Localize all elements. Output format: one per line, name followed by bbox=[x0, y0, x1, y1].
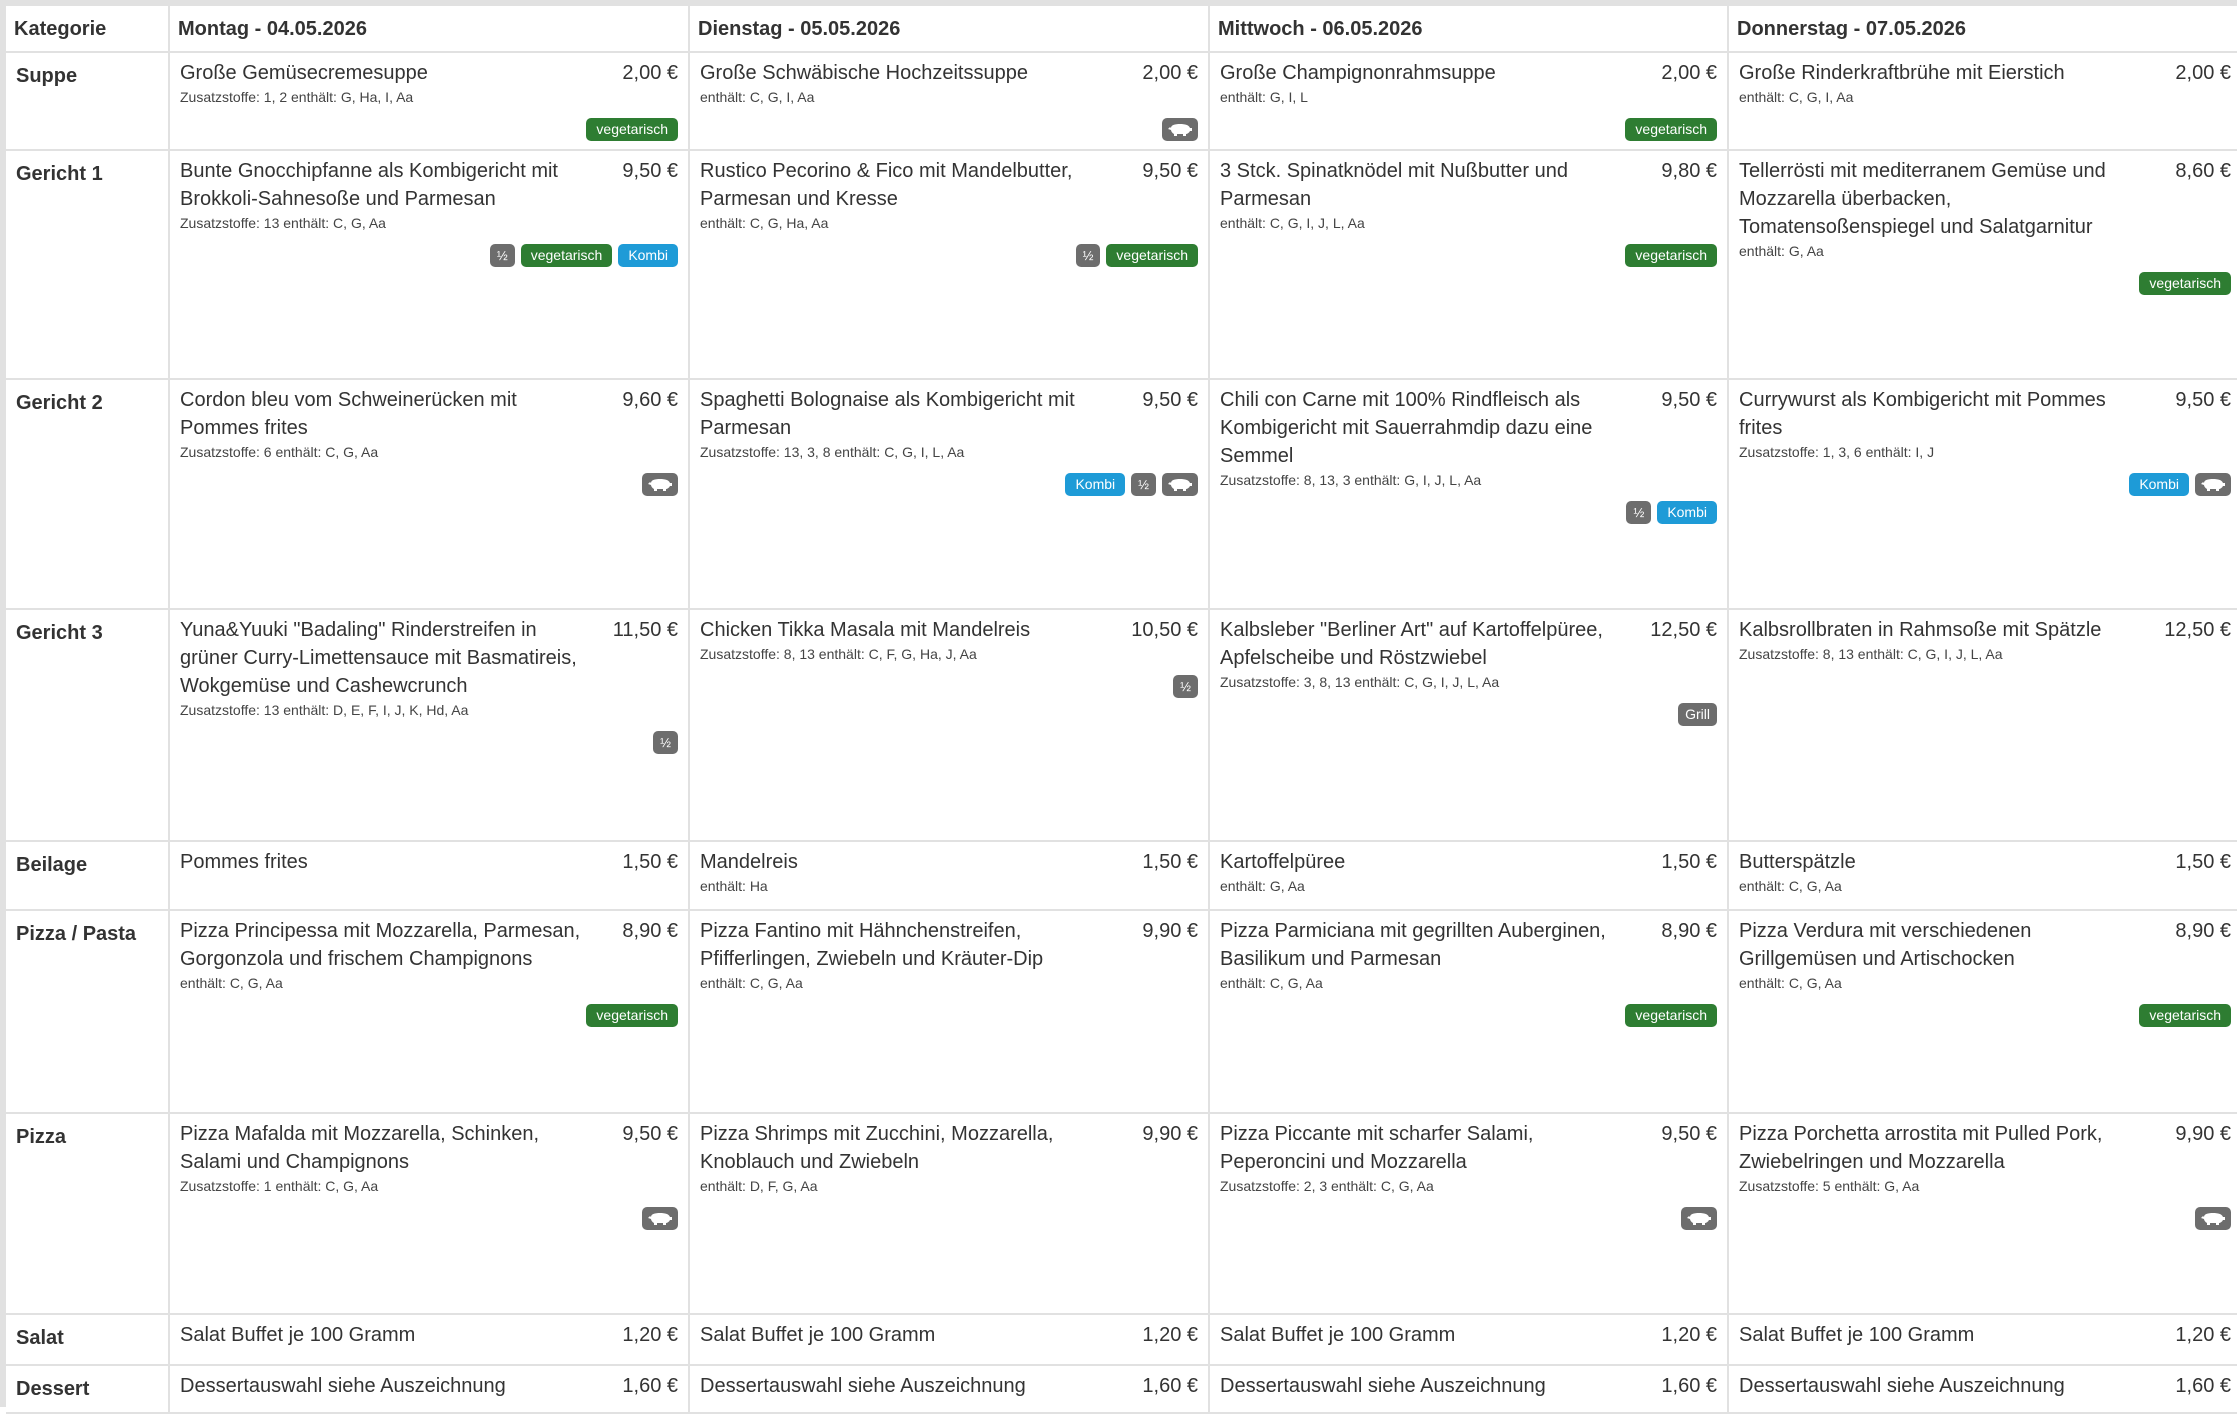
dish-price: 2,00 € bbox=[1661, 62, 1717, 84]
dish-name: Currywurst als Kombigericht mit Pommes frites bbox=[1739, 389, 2106, 439]
pork-icon bbox=[1681, 1207, 1717, 1230]
dish-allergens: enthält: C, G, I, Aa bbox=[700, 89, 815, 105]
dish-name: Yuna&Yuuki "Badaling" Rinderstreifen in grüner Curry-Limettensauce mit Basmatireis, Wokgemüse und Cashewcrunch bbox=[180, 619, 577, 697]
dish-price: 8,90 € bbox=[2175, 920, 2231, 942]
dish-cell-wednesday bbox=[1210, 151, 1729, 380]
dish-allergens: Zusatzstoffe: 5 enthält: G, Aa bbox=[1739, 1178, 1920, 1194]
dish-cell-tuesday bbox=[690, 842, 1210, 911]
dish-badges bbox=[180, 1207, 678, 1230]
dish-price: 9,50 € bbox=[622, 160, 678, 182]
dish-allergens: Zusatzstoffe: 8, 13 enthält: C, F, G, Ha, J, Aa bbox=[700, 646, 977, 662]
dish-price: 9,50 € bbox=[1142, 389, 1198, 411]
category-label: Dessert bbox=[6, 1366, 170, 1414]
day-header-monday: Montag - 04.05.2026 bbox=[170, 6, 690, 53]
dish-allergens: Zusatzstoffe: 13 enthält: D, E, F, I, J, K, Hd, Aa bbox=[180, 702, 469, 718]
dish-cell-tuesday bbox=[690, 911, 1210, 1114]
dish-cell-monday bbox=[170, 911, 690, 1114]
vegetarian-badge: vegetarisch bbox=[1106, 244, 1198, 267]
vegetarian-badge: vegetarisch bbox=[1625, 118, 1717, 141]
category-label: Gericht 2 bbox=[6, 380, 170, 610]
category-label: Salat bbox=[6, 1315, 170, 1366]
dish-badges bbox=[180, 473, 678, 496]
dish-name: Bunte Gnocchipfanne als Kombigericht mit Brokkoli-Sahnesoße und Parmesan bbox=[180, 160, 558, 210]
vegetarian-badge: vegetarisch bbox=[1625, 244, 1717, 267]
half-portion-badge: ½ bbox=[490, 244, 515, 267]
dish-name: Dessertauswahl siehe Auszeichnung bbox=[180, 1375, 506, 1397]
dish-cell-monday bbox=[170, 1114, 690, 1315]
dish-price: 1,60 € bbox=[2175, 1375, 2231, 1397]
dish-price: 12,50 € bbox=[2164, 619, 2231, 641]
dish-name: Pizza Mafalda mit Mozzarella, Schinken, Salami und Champignons bbox=[180, 1123, 540, 1173]
dish-name: Dessertauswahl siehe Auszeichnung bbox=[700, 1375, 1026, 1397]
dish-badges bbox=[180, 731, 678, 754]
dish-price: 10,50 € bbox=[1131, 619, 1198, 641]
dish-allergens: Zusatzstoffe: 1 enthält: C, G, Aa bbox=[180, 1178, 379, 1194]
vegetarian-badge: vegetarisch bbox=[586, 1004, 678, 1027]
dish-name: Große Schwäbische Hochzeitssuppe bbox=[700, 62, 1028, 84]
grill-badge: Grill bbox=[1678, 703, 1717, 726]
pork-icon bbox=[1162, 118, 1198, 141]
dish-price: 1,50 € bbox=[2175, 851, 2231, 873]
dish-badges bbox=[1220, 1207, 1717, 1230]
dish-allergens: enthält: C, G, Aa bbox=[1739, 975, 1842, 991]
dish-name: Große Rinderkraftbrühe mit Eierstich bbox=[1739, 62, 2065, 84]
dish-cell-thursday bbox=[1729, 842, 2237, 911]
dish-name: Pizza Verdura mit verschiedenen Grillgemüsen und Artischocken bbox=[1739, 920, 2032, 970]
dish-allergens: enthält: C, G, Aa bbox=[700, 975, 803, 991]
dish-allergens: enthält: C, G, Aa bbox=[180, 975, 283, 991]
dish-cell-thursday bbox=[1729, 53, 2237, 151]
dish-cell-tuesday bbox=[690, 380, 1210, 610]
dish-cell-wednesday bbox=[1210, 842, 1729, 911]
dish-price: 9,90 € bbox=[2175, 1123, 2231, 1145]
half-portion-badge: ½ bbox=[1131, 473, 1156, 496]
category-label: Beilage bbox=[6, 842, 170, 911]
dish-allergens: enthält: C, G, I, J, L, Aa bbox=[1220, 215, 1365, 231]
day-header-wednesday: Mittwoch - 06.05.2026 bbox=[1210, 6, 1729, 53]
dish-allergens: enthält: C, G, Ha, Aa bbox=[700, 215, 829, 231]
dish-allergens: enthält: G, I, L bbox=[1220, 89, 1308, 105]
pork-icon bbox=[1162, 473, 1198, 496]
dish-name: Pizza Parmiciana mit gegrillten Auberginen, Basilikum und Parmesan bbox=[1220, 920, 1606, 970]
dish-price: 1,20 € bbox=[622, 1324, 678, 1346]
dish-allergens: Zusatzstoffe: 6 enthält: C, G, Aa bbox=[180, 444, 379, 460]
category-label: Pizza bbox=[6, 1114, 170, 1315]
dish-badges bbox=[1220, 1004, 1717, 1027]
dish-cell-wednesday bbox=[1210, 1315, 1729, 1366]
category-label: Gericht 1 bbox=[6, 151, 170, 380]
dish-cell-monday bbox=[170, 610, 690, 842]
dish-cell-monday bbox=[170, 151, 690, 380]
dish-cell-thursday bbox=[1729, 911, 2237, 1114]
day-header-tuesday: Dienstag - 05.05.2026 bbox=[690, 6, 1210, 53]
dish-allergens: Zusatzstoffe: 13, 3, 8 enthält: C, G, I, L, Aa bbox=[700, 444, 965, 460]
dish-badges bbox=[180, 118, 678, 141]
dish-name: Pizza Porchetta arrostita mit Pulled Pork, Zwiebelringen und Mozzarella bbox=[1739, 1123, 2103, 1173]
dish-badges bbox=[1220, 244, 1717, 267]
dish-price: 1,20 € bbox=[1661, 1324, 1717, 1346]
dish-cell-wednesday bbox=[1210, 1114, 1729, 1315]
dish-name: Pizza Piccante mit scharfer Salami, Peperoncini und Mozzarella bbox=[1220, 1123, 1534, 1173]
dish-allergens: enthält: G, Aa bbox=[1739, 243, 1824, 259]
vegetarian-badge: vegetarisch bbox=[2139, 272, 2231, 295]
dish-price: 12,50 € bbox=[1650, 619, 1717, 641]
dish-name: Dessertauswahl siehe Auszeichnung bbox=[1220, 1375, 1546, 1397]
dish-name: Chicken Tikka Masala mit Mandelreis bbox=[700, 619, 1031, 641]
dish-price: 9,90 € bbox=[1142, 920, 1198, 942]
dish-name: Tellerrösti mit mediterranem Gemüse und Mozzarella überbacken, Tomatensoßenspiegel und Salatgarnitur bbox=[1739, 160, 2106, 238]
dish-cell-thursday bbox=[1729, 1315, 2237, 1366]
dish-name: Große Champignonrahmsuppe bbox=[1220, 62, 1496, 84]
category-label: Suppe bbox=[6, 53, 170, 151]
dish-allergens: enthält: C, G, Aa bbox=[1739, 878, 1842, 894]
dish-price: 2,00 € bbox=[622, 62, 678, 84]
dish-cell-thursday bbox=[1729, 1114, 2237, 1315]
dish-badges bbox=[700, 473, 1198, 496]
dish-badges bbox=[180, 1004, 678, 1027]
dish-name: Pizza Shrimps mit Zucchini, Mozzarella, Knoblauch und Zwiebeln bbox=[700, 1123, 1054, 1173]
dish-name: Butterspätzle bbox=[1739, 851, 1856, 873]
dish-allergens: enthält: G, Aa bbox=[1220, 878, 1305, 894]
dish-cell-wednesday bbox=[1210, 380, 1729, 610]
dish-allergens: Zusatzstoffe: 3, 8, 13 enthält: C, G, I, J, L, Aa bbox=[1220, 674, 1500, 690]
dish-name: Kalbsleber "Berliner Art" auf Kartoffelpüree, Apfelscheibe und Röstzwiebel bbox=[1220, 619, 1603, 669]
dish-name: Salat Buffet je 100 Gramm bbox=[700, 1324, 936, 1346]
dish-name: 3 Stck. Spinatknödel mit Nußbutter und Parmesan bbox=[1220, 160, 1568, 210]
vegetarian-badge: vegetarisch bbox=[586, 118, 678, 141]
dish-cell-tuesday bbox=[690, 151, 1210, 380]
dish-name: Pommes frites bbox=[180, 851, 308, 873]
category-label: Pizza / Pasta bbox=[6, 911, 170, 1114]
dish-name: Große Gemüsecremesuppe bbox=[180, 62, 428, 84]
dish-price: 9,80 € bbox=[1661, 160, 1717, 182]
dish-badges bbox=[700, 675, 1198, 698]
dish-price: 9,50 € bbox=[1142, 160, 1198, 182]
dish-cell-wednesday bbox=[1210, 610, 1729, 842]
dish-name: Dessertauswahl siehe Auszeichnung bbox=[1739, 1375, 2065, 1397]
dish-allergens: Zusatzstoffe: 2, 3 enthält: C, G, Aa bbox=[1220, 1178, 1434, 1194]
dish-name: Cordon bleu vom Schweinerücken mit Pommes frites bbox=[180, 389, 517, 439]
dish-price: 1,50 € bbox=[622, 851, 678, 873]
dish-cell-wednesday bbox=[1210, 911, 1729, 1114]
dish-name: Kartoffelpüree bbox=[1220, 851, 1346, 873]
dish-price: 8,90 € bbox=[622, 920, 678, 942]
kombi-badge: Kombi bbox=[2129, 473, 2189, 496]
kombi-badge: Kombi bbox=[1065, 473, 1125, 496]
dish-cell-thursday bbox=[1729, 610, 2237, 842]
dish-price: 9,50 € bbox=[2175, 389, 2231, 411]
half-portion-badge: ½ bbox=[653, 731, 678, 754]
dish-price: 9,60 € bbox=[622, 389, 678, 411]
kombi-badge: Kombi bbox=[1657, 501, 1717, 524]
dish-cell-wednesday bbox=[1210, 53, 1729, 151]
dish-allergens: Zusatzstoffe: 1, 3, 6 enthält: I, J bbox=[1739, 444, 1935, 460]
dish-name: Pizza Fantino mit Hähnchenstreifen, Pfifferlingen, Zwiebeln und Kräuter-Dip bbox=[700, 920, 1044, 970]
dish-cell-thursday bbox=[1729, 151, 2237, 380]
dish-allergens: Zusatzstoffe: 8, 13, 3 enthält: G, I, J, L, Aa bbox=[1220, 472, 1482, 488]
dish-allergens: Zusatzstoffe: 8, 13 enthält: C, G, I, J, L, Aa bbox=[1739, 646, 2003, 662]
dish-cell-tuesday bbox=[690, 53, 1210, 151]
vegetarian-badge: vegetarisch bbox=[1625, 1004, 1717, 1027]
dish-cell-thursday bbox=[1729, 380, 2237, 610]
dish-name: Rustico Pecorino & Fico mit Mandelbutter, Parmesan und Kresse bbox=[700, 160, 1073, 210]
dish-price: 9,90 € bbox=[1142, 1123, 1198, 1145]
vegetarian-badge: vegetarisch bbox=[2139, 1004, 2231, 1027]
category-column-header: Kategorie bbox=[6, 6, 170, 53]
dish-allergens: enthält: D, F, G, Aa bbox=[700, 1178, 818, 1194]
day-header-thursday: Donnerstag - 07.05.2026 bbox=[1729, 6, 2237, 53]
dish-price: 1,50 € bbox=[1661, 851, 1717, 873]
dish-cell-monday bbox=[170, 380, 690, 610]
dish-allergens: enthält: C, G, I, Aa bbox=[1739, 89, 1854, 105]
dish-price: 1,60 € bbox=[622, 1375, 678, 1397]
dish-badges bbox=[1220, 703, 1717, 726]
dish-cell-monday bbox=[170, 53, 690, 151]
pork-icon bbox=[642, 1207, 678, 1230]
dish-badges bbox=[1739, 272, 2231, 295]
dish-allergens: Zusatzstoffe: 1, 2 enthält: G, Ha, I, Aa bbox=[180, 89, 414, 105]
dish-cell-monday bbox=[170, 842, 690, 911]
pork-icon bbox=[642, 473, 678, 496]
half-portion-badge: ½ bbox=[1076, 244, 1101, 267]
dish-cell-tuesday bbox=[690, 610, 1210, 842]
dish-name: Salat Buffet je 100 Gramm bbox=[180, 1324, 416, 1346]
dish-badges bbox=[1220, 501, 1717, 524]
dish-price: 2,00 € bbox=[2175, 62, 2231, 84]
dish-badges bbox=[700, 118, 1198, 141]
dish-name: Mandelreis bbox=[700, 851, 798, 873]
pork-icon bbox=[2195, 473, 2231, 496]
dish-name: Kalbsrollbraten in Rahmsoße mit Spätzle bbox=[1739, 619, 2102, 641]
dish-price: 1,50 € bbox=[1142, 851, 1198, 873]
dish-price: 9,50 € bbox=[1661, 389, 1717, 411]
category-label: Gericht 3 bbox=[6, 610, 170, 842]
dish-price: 9,50 € bbox=[1661, 1123, 1717, 1145]
vegetarian-badge: vegetarisch bbox=[521, 244, 613, 267]
dish-cell-tuesday bbox=[690, 1114, 1210, 1315]
dish-name: Spaghetti Bolognaise als Kombigericht mit Parmesan bbox=[700, 389, 1075, 439]
dish-allergens: enthält: Ha bbox=[700, 878, 768, 894]
dish-price: 1,20 € bbox=[1142, 1324, 1198, 1346]
dish-cell-monday bbox=[170, 1315, 690, 1366]
half-portion-badge: ½ bbox=[1626, 501, 1651, 524]
half-portion-badge: ½ bbox=[1173, 675, 1198, 698]
dish-badges bbox=[1220, 118, 1717, 141]
dish-allergens: enthält: C, G, Aa bbox=[1220, 975, 1323, 991]
dish-price: 8,60 € bbox=[2175, 160, 2231, 182]
dish-badges bbox=[1739, 1004, 2231, 1027]
dish-badges bbox=[1739, 1207, 2231, 1230]
dish-name: Salat Buffet je 100 Gramm bbox=[1739, 1324, 1975, 1346]
dish-badges bbox=[180, 244, 678, 267]
dish-price: 8,90 € bbox=[1661, 920, 1717, 942]
pork-icon bbox=[2195, 1207, 2231, 1230]
dish-price: 9,50 € bbox=[622, 1123, 678, 1145]
dish-badges bbox=[1739, 473, 2231, 496]
dish-price: 1,60 € bbox=[1142, 1375, 1198, 1397]
dish-price: 2,00 € bbox=[1142, 62, 1198, 84]
dish-name: Chili con Carne mit 100% Rindfleisch als Kombigericht mit Sauerrahmdip dazu eine Semmel bbox=[1220, 389, 1593, 467]
dish-badges bbox=[700, 244, 1198, 267]
dish-price: 1,20 € bbox=[2175, 1324, 2231, 1346]
dish-cell-tuesday bbox=[690, 1315, 1210, 1366]
dish-price: 11,50 € bbox=[612, 619, 678, 641]
dish-price: 1,60 € bbox=[1661, 1375, 1717, 1397]
dish-name: Pizza Principessa mit Mozzarella, Parmesan, Gorgonzola und frischem Champignons bbox=[180, 920, 581, 970]
kombi-badge: Kombi bbox=[618, 244, 678, 267]
dish-allergens: Zusatzstoffe: 13 enthält: C, G, Aa bbox=[180, 215, 386, 231]
dish-name: Salat Buffet je 100 Gramm bbox=[1220, 1324, 1456, 1346]
